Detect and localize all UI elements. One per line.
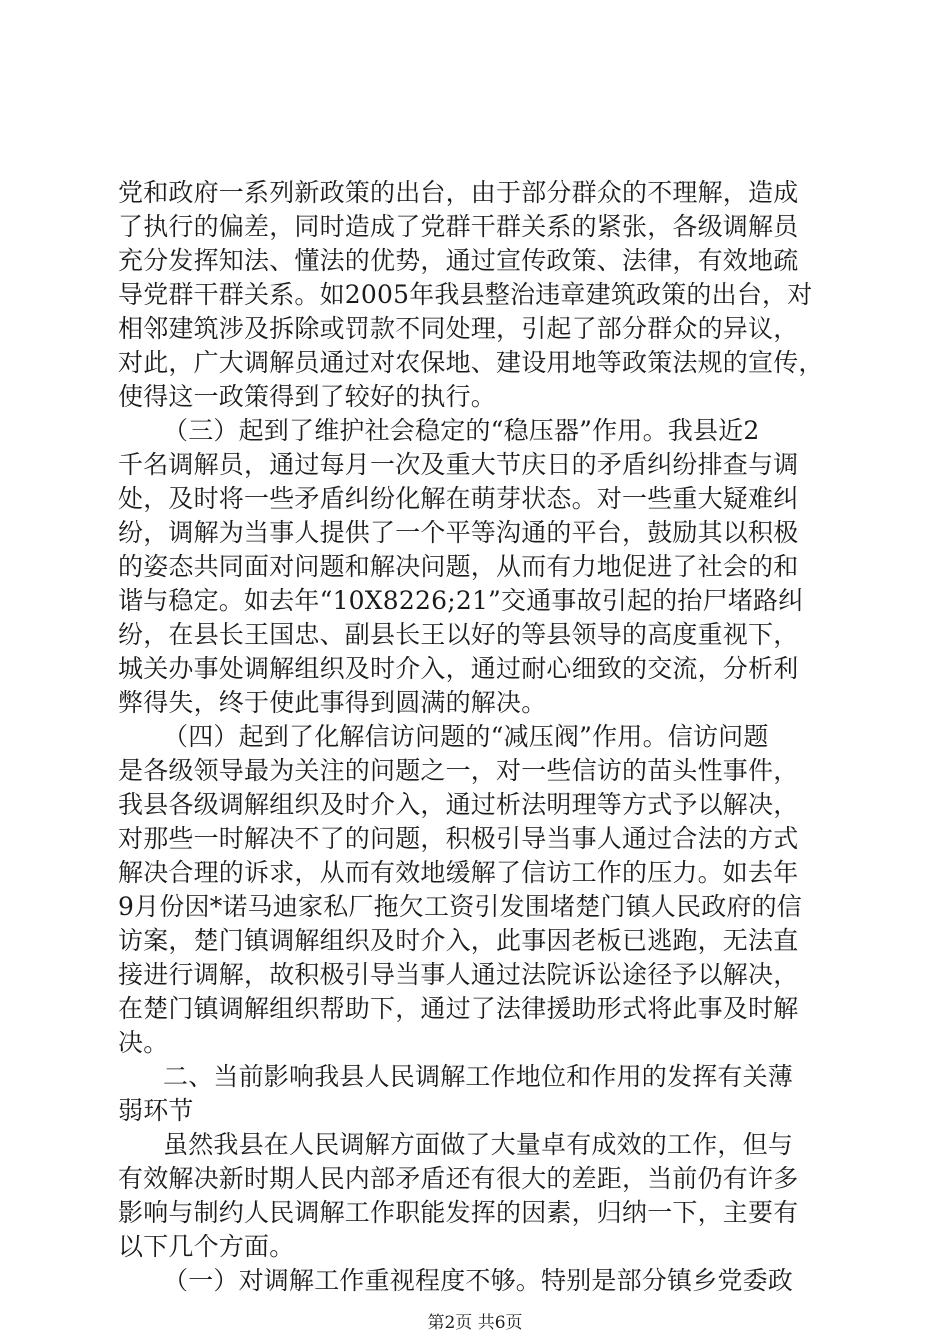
text-line: 导党群干群关系。如2005年我县整治违章建筑政策的出台，对: [118, 280, 813, 309]
text-line: 千名调解员，通过每月一次及重大节庆日的矛盾纠纷排查与调: [118, 450, 799, 479]
text-line: 纷，在县长王国忠、副县长王以好的等县领导的高度重视下，: [118, 620, 799, 649]
paragraph-start: 虽然我县在人民调解方面做了大量卓有成效的工作，但与: [163, 1130, 794, 1159]
text-line: 使得这一政策得到了较好的执行。: [118, 382, 497, 411]
text-line: 在楚门镇调解组织帮助下，通过了法律援助形式将此事及时解: [118, 994, 799, 1023]
paragraph-start: （四）起到了化解信访问题的“减压阀”作用。信访问题: [163, 722, 769, 751]
text-line: 的姿态共同面对问题和解决问题，从而有力地促进了社会的和: [118, 552, 799, 581]
text-line: 党和政府一系列新政策的出台，由于部分群众的不理解，造成: [118, 178, 799, 207]
text-line: 城关办事处调解组织及时介入，通过耐心细致的交流，分析利: [118, 654, 799, 683]
text-line: 对那些一时解决不了的问题，积极引导当事人通过合法的方式: [118, 824, 799, 853]
paragraph-start: （一）对调解工作重视程度不够。特别是部分镇乡党委政: [163, 1266, 794, 1295]
text-line: 解决合理的诉求，从而有效地缓解了信访工作的压力。如去年: [118, 858, 799, 887]
page-number: 第2页 共6页: [427, 1313, 523, 1333]
text-line: 影响与制约人民调解工作职能发挥的因素，归纳一下，主要有: [118, 1198, 799, 1227]
text-line: 纷，调解为当事人提供了一个平等沟通的平台，鼓励其以积极: [118, 518, 799, 547]
text-line: 弊得失，终于使此事得到圆满的解决。: [118, 688, 547, 717]
text-line: 我县各级调解组织及时介入，通过析法明理等方式予以解决，: [118, 790, 799, 819]
text-line: 谐与稳定。如去年“10X8226;21”交通事故引起的抬尸堵路纠: [118, 586, 804, 615]
text-line: 接进行调解，故积极引导当事人通过法院诉讼途径予以解决，: [118, 960, 799, 989]
section-heading: 二、当前影响我县人民调解工作地位和作用的发挥有关薄: [163, 1062, 794, 1091]
text-line: 访案，楚门镇调解组织及时介入，此事因老板已逃跑，无法直: [118, 926, 799, 955]
text-line: 相邻建筑涉及拆除或罚款不同处理，引起了部分群众的异议，: [118, 314, 799, 343]
text-line: 是各级领导最为关注的问题之一，对一些信访的苗头性事件，: [118, 756, 799, 785]
section-heading-cont: 弱环节: [118, 1096, 194, 1125]
text-line: 9月份因*诺马迪家私厂拖欠工资引发围堵楚门镇人民政府的信: [118, 892, 803, 921]
text-line: 以下几个方面。: [118, 1232, 295, 1261]
text-line: 决。: [118, 1028, 169, 1057]
paragraph-start: （三）起到了维护社会稳定的“稳压器”作用。我县近2: [163, 416, 760, 445]
text-line: 有效解决新时期人民内部矛盾还有很大的差距，当前仍有许多: [118, 1164, 799, 1193]
text-line: 了执行的偏差，同时造成了党群干群关系的紧张，各级调解员: [118, 212, 799, 241]
text-line: 充分发挥知法、懂法的优势，通过宣传政策、法律，有效地疏: [118, 246, 799, 275]
text-line: 处，及时将一些矛盾纠纷化解在萌芽状态。对一些重大疑难纠: [118, 484, 799, 513]
text-line: 对此，广大调解员通过对农保地、建设用地等政策法规的宣传，: [118, 348, 824, 377]
